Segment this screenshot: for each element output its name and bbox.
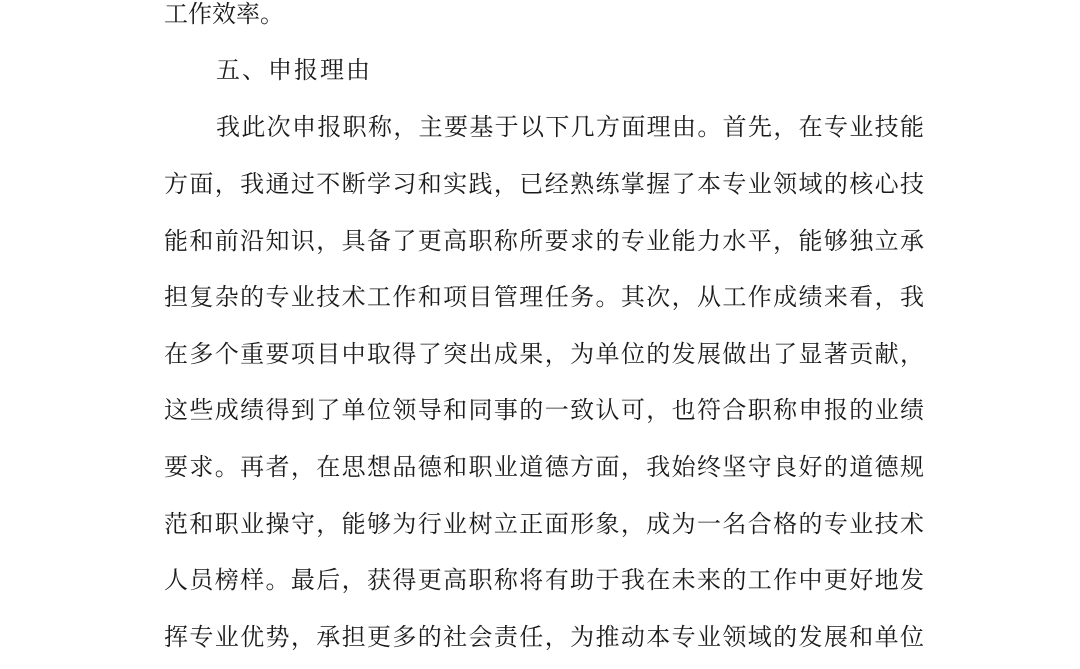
body-line-8: 范和职业操守，能够为行业树立正面形象，成为一名合格的专业技术	[164, 510, 924, 538]
body-line-5: 在多个重要项目中取得了突出成果，为单位的发展做出了显著贡献，	[164, 340, 924, 368]
paragraph-tail-line: 工作效率。	[164, 0, 284, 28]
body-line-10: 挥专业优势，承担更多的社会责任，为推动本专业领域的发展和单位	[164, 623, 924, 651]
body-line-3: 能和前沿知识，具备了更高职称所要求的专业能力水平，能够独立承	[164, 227, 924, 255]
section-heading: 五、申报理由	[216, 56, 372, 84]
body-line-6: 这些成绩得到了单位领导和同事的一致认可，也符合职称申报的业绩	[164, 396, 924, 424]
body-line-4: 担复杂的专业技术工作和项目管理任务。其次，从工作成绩来看，我	[164, 283, 924, 311]
body-line-1: 我此次申报职称，主要基于以下几方面理由。首先，在专业技能	[216, 113, 924, 141]
body-line-9: 人员榜样。最后，获得更高职称将有助于我在未来的工作中更好地发	[164, 566, 924, 594]
body-line-7: 要求。再者，在思想品德和职业道德方面，我始终坚守良好的道德规	[164, 453, 924, 481]
body-line-2: 方面，我通过不断学习和实践，已经熟练掌握了本专业领域的核心技	[164, 170, 924, 198]
